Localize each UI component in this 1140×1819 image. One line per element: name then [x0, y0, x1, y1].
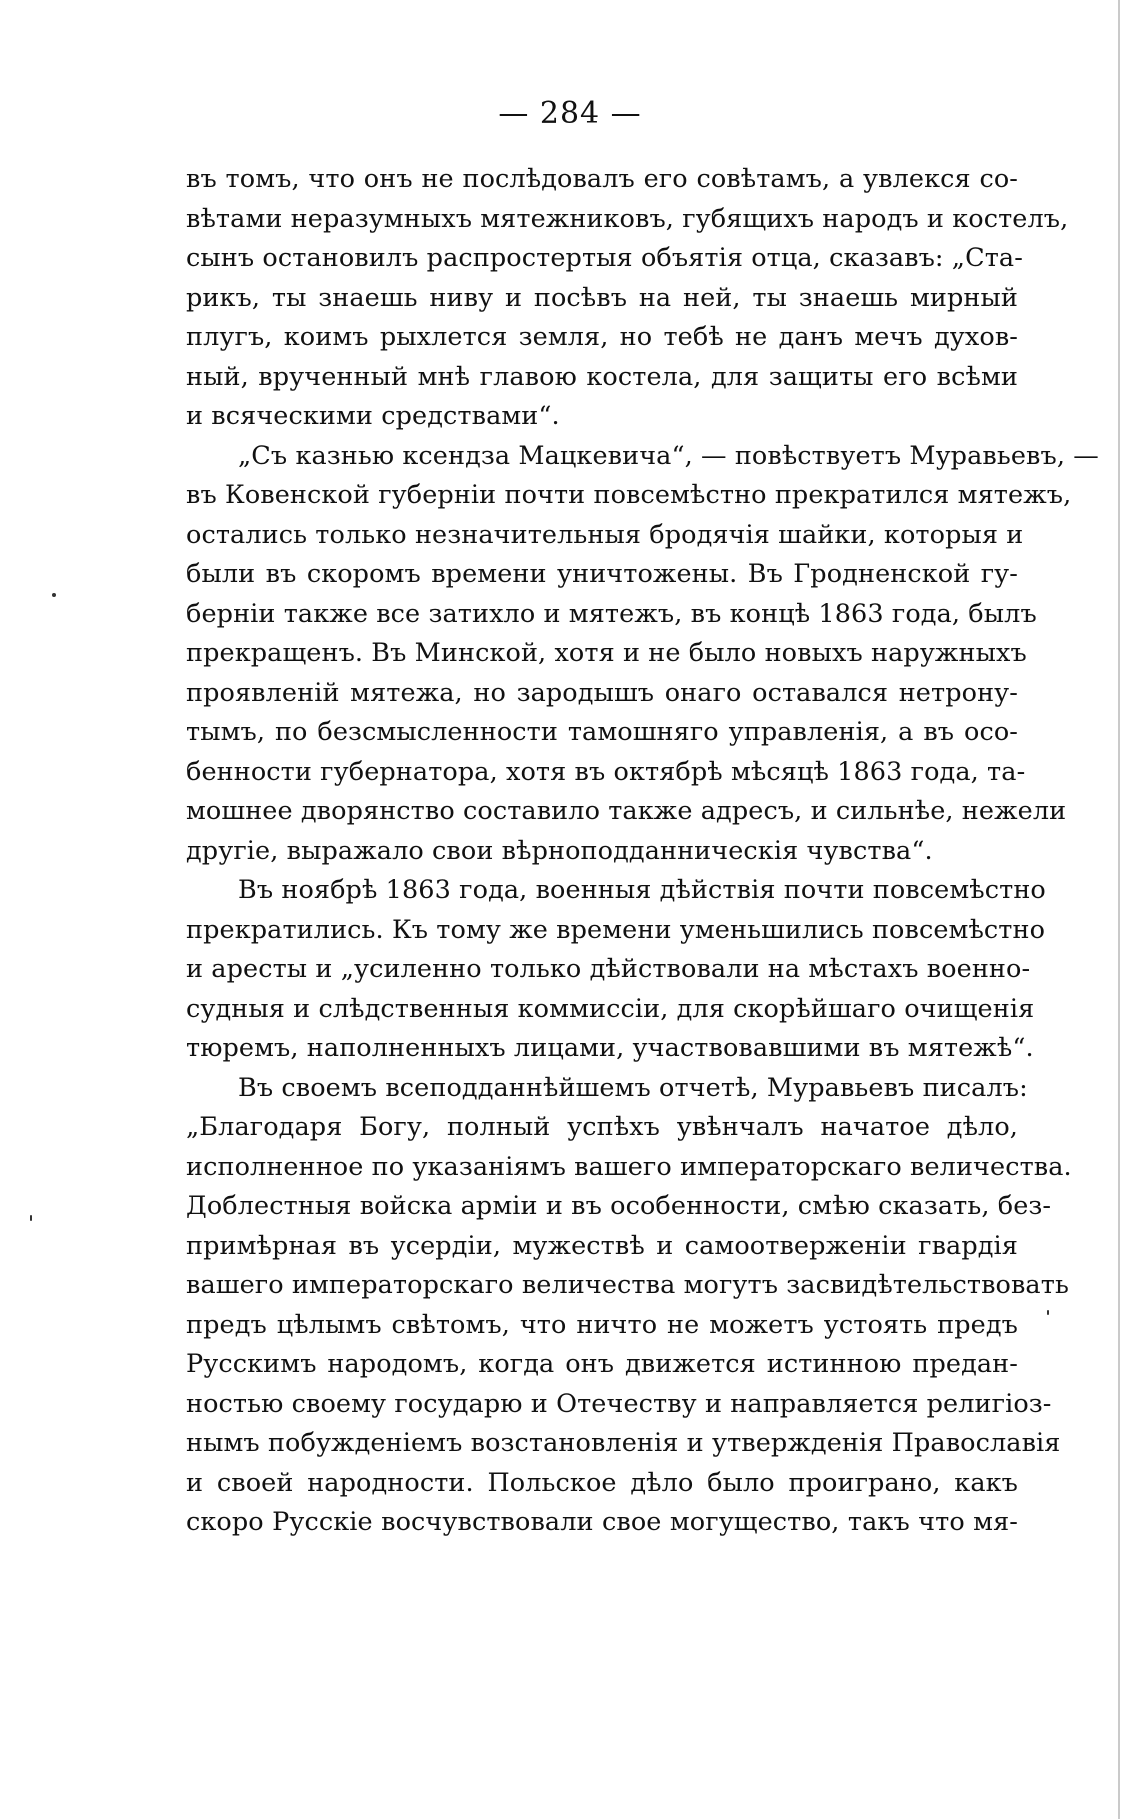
text-line: берніи также все затихло и мятежъ, въ концѣ 1863 года, былъ [186, 598, 1037, 629]
text-line: нымъ побужденіемъ возстановленія и утвержденія Православія [186, 1428, 1061, 1458]
text-line: вашего императорскаго величества могутъ засвидѣтельствовать [186, 1270, 1069, 1300]
text-line: сынъ остановилъ распростертыя объятія отца, сказавъ: „Ста- [186, 243, 1023, 273]
text-line: исполненное по указаніямъ вашего императорскаго величества. [186, 1151, 1072, 1182]
scan-speck [30, 1215, 32, 1221]
text-line: плугъ, коимъ рыхлется земля, но тебѣ не данъ мечъ духов- [186, 322, 1018, 352]
text-line: прекращенъ. Въ Минской, хотя и не было новыхъ наружныхъ [186, 638, 1027, 668]
text-line: примѣрная въ усердіи, мужествѣ и самоотверженіи гвардія [186, 1230, 1018, 1261]
text-line: ностью своему государю и Отечеству и направляется религіоз- [186, 1388, 1052, 1419]
text-line: мошнее дворянство составило также адресъ, и сильнѣе, нежели [186, 796, 1067, 826]
scan-edge-line [1118, 0, 1120, 1819]
text-line: Въ ноябрѣ 1863 года, военныя дѣйствія почти повсемѣстно [238, 875, 1046, 905]
text-line: въ томъ, что онъ не послѣдовалъ его совѣтамъ, а увлекся со- [186, 164, 1018, 194]
text-line: Въ своемъ всеподданнѣйшемъ отчетѣ, Муравьевъ писалъ: [238, 1072, 1028, 1103]
text-line: другіе, выражало свои вѣрноподданническія чувства“. [186, 835, 933, 866]
text-line: „Благодаря Богу, полный успѣхъ увѣнчалъ начатое дѣло, [186, 1112, 1018, 1142]
text-line: ный, врученный мнѣ главою костела, для защиты его всѣми [186, 361, 1018, 392]
text-line: вѣтами неразумныхъ мятежниковъ, губящихъ народъ и костелъ, [186, 203, 1069, 234]
text-line: прекратились. Къ тому же времени уменьшились повсемѣстно [186, 914, 1046, 945]
text-line: Доблестныя войска арміи и въ особенности, смѣю сказать, без- [186, 1191, 1052, 1221]
text-line: судныя и слѣдственныя коммиссіи, для скорѣйшаго очищенія [186, 993, 1035, 1024]
text-line: и всяческими средствами“. [186, 401, 560, 431]
text-line: остались только незначительныя бродячія шайки, которыя и [186, 519, 1024, 550]
text-line: предъ цѣлымъ свѣтомъ, что ничто не можетъ устоять предъ [186, 1309, 1018, 1340]
scan-speck [1047, 1310, 1049, 1315]
page-body-text [186, 160, 1099, 1543]
text-line: были въ скоромъ времени уничтожены. Въ Гродненской гу- [186, 559, 1018, 589]
text-line: Русскимъ народомъ, когда онъ движется истинною предан- [186, 1349, 1018, 1379]
text-line: и аресты и „усиленно только дѣйствовали на мѣстахъ военно- [186, 954, 1031, 984]
text-line: тымъ, по безсмысленности тамошняго управленія, а въ осо- [186, 717, 1018, 747]
text-line: тюремъ, наполненныхъ лицами, участвовавшими въ мятежѣ“. [186, 1033, 1034, 1063]
text-line: въ Ковенской губерніи почти повсемѣстно прекратился мятежъ, [186, 480, 1072, 510]
text-line: рикъ, ты знаешь ниву и посѣвъ на ней, ты знаешь мирный [186, 282, 1018, 313]
text-line: проявленій мятежа, но зародышъ онаго оставался нетрону- [186, 677, 1018, 708]
page-number: — 284 — [498, 96, 642, 131]
text-line: „Съ казнью ксендза Мацкевича“, — повѣствуетъ Муравьевъ, — [238, 440, 1099, 471]
text-line: и своей народности. Польское дѣло было проиграно, какъ [186, 1467, 1018, 1498]
scan-speck [52, 593, 56, 597]
text-line: бенности губернатора, хотя въ октябрѣ мѣсяцѣ 1863 года, та- [186, 756, 1026, 787]
text-line: скоро Русскіе восчувствовали свое могущество, такъ что мя- [186, 1507, 1018, 1537]
